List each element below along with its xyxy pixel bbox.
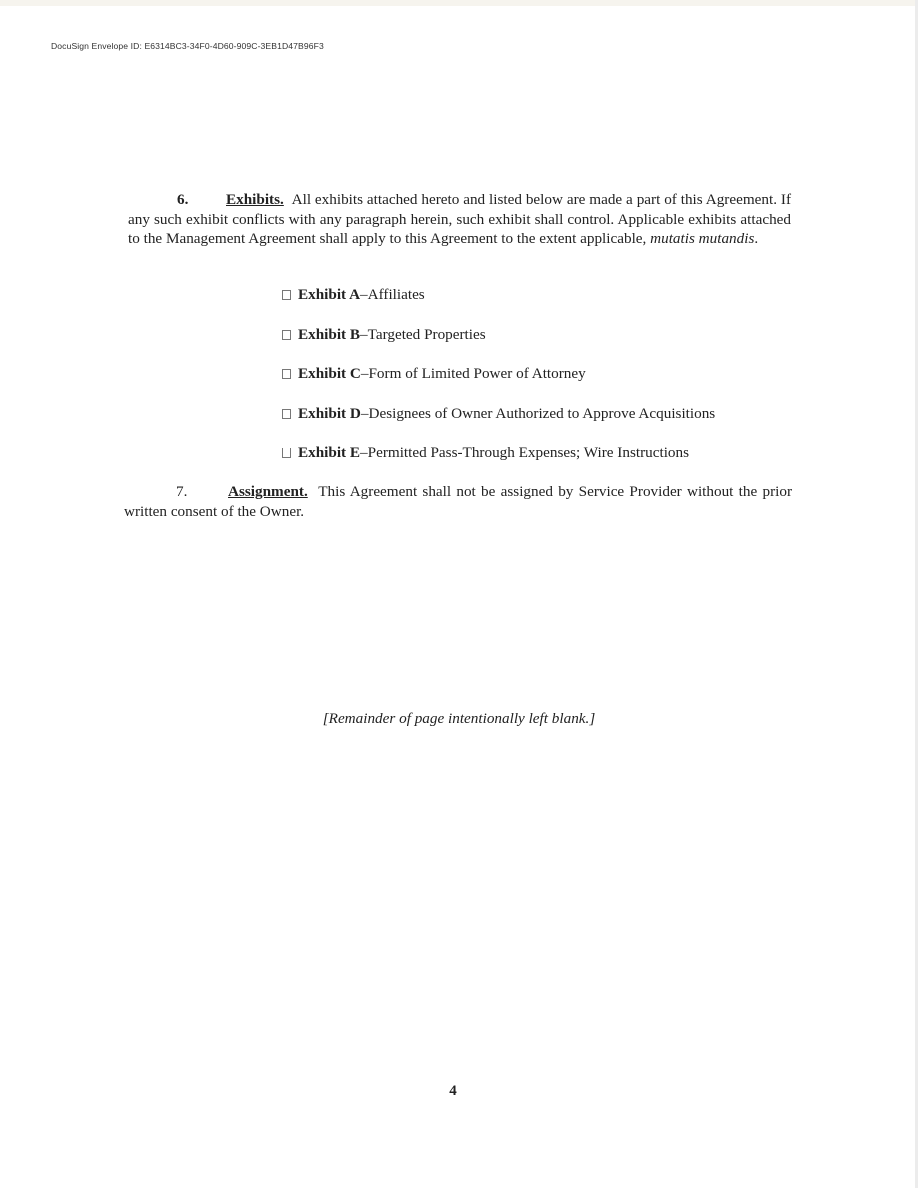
remainder-note: [Remainder of page intentionally left blank.] [322,710,596,727]
section-7-paragraph [124,482,792,521]
exhibit-e-description: Permitted Pass-Through Expenses; Wire Instructions [367,444,690,462]
exhibit-e-label: Exhibit E [298,444,361,462]
exhibit-item-c[interactable] [282,364,715,384]
section-6-italic: mutatis mutandis [650,230,755,247]
section-7-number: 7. [176,483,188,500]
exhibit-c-label: Exhibit C [298,365,361,383]
section-7-assignment [124,482,792,521]
section-6-body: All exhibits attached hereto and listed below are made a part of this Agreement. If any such exhibit conflicts with any paragraph herein, such exhibit shall control. Applicable exhibits attached to the Management Agreement shall apply to this Agreement to the extent applicable, [128,191,792,247]
section-6-paragraph [128,190,791,249]
exhibit-a-checkbox[interactable] [282,290,291,300]
section-7-title: Assignment. [228,483,308,500]
exhibit-separator: – [360,365,369,383]
exhibit-d-label: Exhibit D [298,404,361,422]
exhibit-b-description: Targeted Properties [367,325,486,343]
exhibit-b-label: Exhibit B [298,325,361,343]
exhibit-a-description: Affiliates [367,286,425,303]
exhibit-item-e[interactable] [282,443,715,463]
docusign-envelope-id: DocuSign Envelope ID: E6314BC3-34F0-4D60-909C-3EB1D47B96F3 [51,41,324,51]
section-6-title: Exhibits. [226,191,284,208]
section-6-exhibits [128,190,791,249]
exhibit-d-description: Designees of Owner Authorized to Approve Acquisitions [368,404,716,422]
exhibit-item-a[interactable] [282,285,715,305]
exhibit-separator: – [360,444,368,462]
exhibit-d-checkbox[interactable] [282,409,291,419]
section-6-period: . [754,230,759,247]
exhibit-separator: – [360,286,368,303]
exhibit-c-description: Form of Limited Power of Attorney [368,365,586,383]
section-6-number: 6. [177,191,189,208]
section-7-body: This Agreement shall not be assigned by Service Provider without the prior written consent of the Owner. [124,483,792,520]
exhibit-list [282,285,715,483]
exhibit-item-d[interactable] [282,404,715,424]
exhibit-separator: – [360,404,369,422]
page-number: 4 [449,1083,457,1099]
exhibit-a-label: Exhibit A [298,286,361,303]
exhibit-item-b[interactable] [282,325,715,345]
exhibit-b-checkbox[interactable] [282,330,291,340]
exhibit-e-checkbox[interactable] [282,448,291,458]
exhibit-c-checkbox[interactable] [282,369,291,379]
exhibit-separator: – [360,325,368,343]
scan-top-edge [0,0,918,6]
